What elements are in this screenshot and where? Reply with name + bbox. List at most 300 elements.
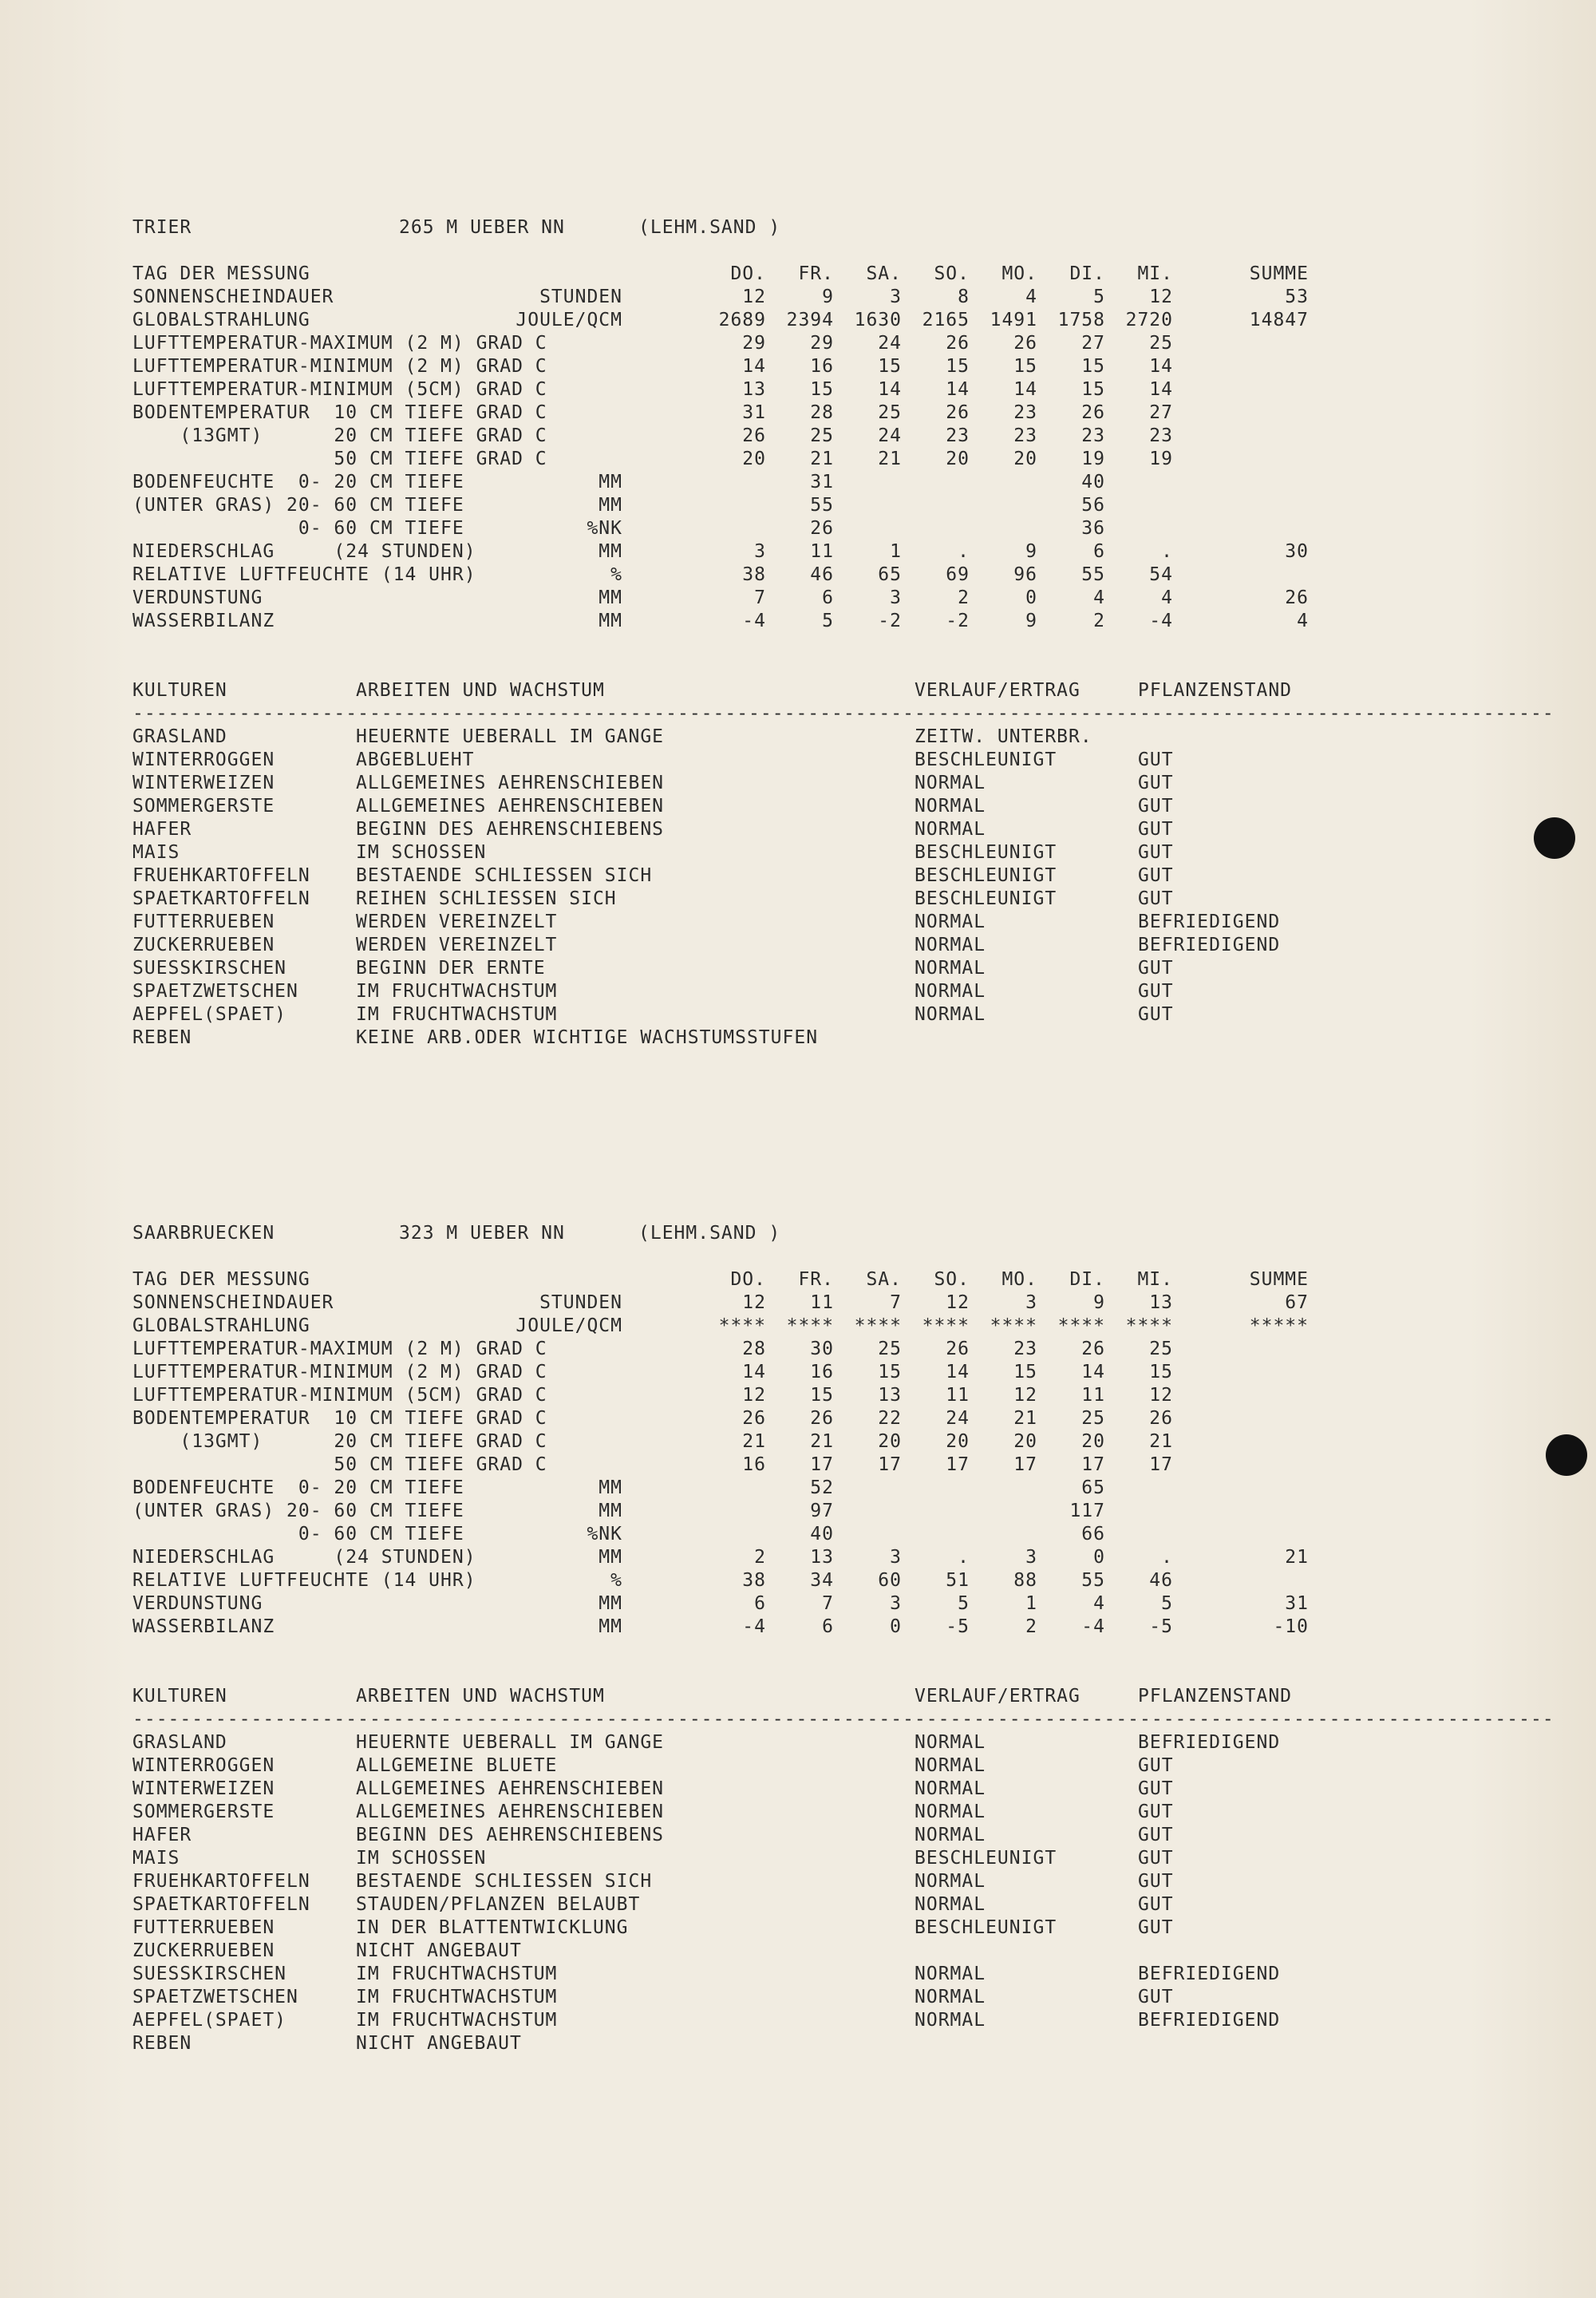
day-header: MO. — [1001, 1269, 1037, 1290]
measurement-value: 34 — [810, 1570, 834, 1591]
measurement-value: 1491 — [990, 310, 1037, 330]
crop-name: FUTTERRUEBEN — [132, 1917, 275, 1938]
day-header: MI. — [1137, 1269, 1173, 1290]
measurement-value: 12 — [742, 1385, 766, 1406]
measurement-value: 4 — [1093, 1593, 1105, 1614]
measurement-value: 55 — [810, 495, 834, 516]
measurement-value: 19 — [1149, 449, 1173, 469]
measurement-value: 26 — [810, 1408, 834, 1429]
crop-activity: WERDEN VEREINZELT — [356, 912, 558, 932]
measurement-value: 25 — [878, 402, 902, 423]
crop-activity: ALLGEMEINES AEHRENSCHIEBEN — [356, 1778, 665, 1799]
crop-condition: GUT — [1138, 796, 1174, 817]
crop-condition: GUT — [1138, 842, 1174, 863]
measurement-value: . — [958, 541, 970, 562]
measurement-value: 14 — [742, 356, 766, 377]
measurement-value: 15 — [810, 1385, 834, 1406]
measurement-value: 29 — [742, 333, 766, 354]
measurement-unit: MM — [598, 495, 622, 516]
measurement-value: 3 — [890, 287, 902, 307]
measurement-value: 1 — [890, 541, 902, 562]
measurement-value: 12 — [742, 1292, 766, 1313]
measurement-label: LUFTTEMPERATUR-MAXIMUM (2 M) GRAD C — [132, 1339, 547, 1359]
measurement-value: . — [1161, 1547, 1173, 1568]
crop-progress: NORMAL — [915, 1778, 986, 1799]
measurement-unit: JOULE/QCM — [516, 1315, 622, 1336]
measurement-value: 21 — [878, 449, 902, 469]
measurement-value: 26 — [742, 1408, 766, 1429]
measurement-value: 13 — [1149, 1292, 1173, 1313]
crop-name: SPAETKARTOFFELN — [132, 1894, 310, 1915]
measurement-value: 31 — [810, 472, 834, 492]
measurement-value: 24 — [878, 333, 902, 354]
measurement-value: 7 — [890, 1292, 902, 1313]
measurement-value: 7 — [754, 587, 766, 608]
measurement-unit: STUNDEN — [539, 1292, 622, 1313]
crops-header-divider: ------------------------------------------------------------------------------------------------------------------------ — [132, 1709, 1555, 1730]
measurement-value: 2689 — [718, 310, 766, 330]
measurement-value: 16 — [742, 1454, 766, 1475]
day-header: SO. — [934, 1269, 970, 1290]
crop-progress: BESCHLEUNIGT — [915, 888, 1057, 909]
crop-name: SPAETKARTOFFELN — [132, 888, 310, 909]
measurement-value: 12 — [742, 287, 766, 307]
measurement-value: 31 — [742, 402, 766, 423]
crop-condition: GUT — [1138, 1917, 1174, 1938]
crop-activity: HEUERNTE UEBERALL IM GANGE — [356, 1732, 665, 1753]
crop-condition: GUT — [1138, 1004, 1174, 1025]
measurement-value: 3 — [754, 541, 766, 562]
measurement-value: 9 — [822, 287, 834, 307]
measurement-value: 15 — [946, 356, 970, 377]
measurement-value: 17 — [810, 1454, 834, 1475]
crop-name: HAFER — [132, 819, 192, 840]
measurement-value: 27 — [1081, 333, 1105, 354]
measurement-value: 29 — [810, 333, 834, 354]
measurement-label: LUFTTEMPERATUR-MAXIMUM (2 M) GRAD C — [132, 333, 547, 354]
measurement-value: 25 — [878, 1339, 902, 1359]
crop-activity: IM FRUCHTWACHSTUM — [356, 1964, 558, 1984]
crop-name: MAIS — [132, 842, 180, 863]
measurement-value: 15 — [878, 356, 902, 377]
day-header: DO. — [730, 263, 766, 284]
crop-activity: ALLGEMEINE BLUETE — [356, 1755, 558, 1776]
crop-name: SPAETZWETSCHEN — [132, 981, 298, 1002]
measurement-value: **** — [718, 1315, 766, 1336]
tag-der-messung-label: TAG DER MESSUNG — [132, 263, 310, 284]
crop-progress: NORMAL — [915, 1894, 986, 1915]
measurement-value: 17 — [946, 1454, 970, 1475]
measurement-value: 20 — [1081, 1431, 1105, 1452]
measurement-value: 56 — [1081, 495, 1105, 516]
crop-progress: NORMAL — [915, 796, 986, 817]
measurement-value: 96 — [1013, 564, 1037, 585]
measurement-value: 12 — [1149, 287, 1173, 307]
crop-progress: NORMAL — [915, 1987, 986, 2007]
measurement-label: LUFTTEMPERATUR-MINIMUM (5CM) GRAD C — [132, 379, 547, 400]
measurement-value: 26 — [946, 1339, 970, 1359]
day-header: MO. — [1001, 263, 1037, 284]
measurement-value: 38 — [742, 564, 766, 585]
measurement-value: 26 — [1013, 333, 1037, 354]
measurement-value: 69 — [946, 564, 970, 585]
measurement-value: 23 — [1081, 425, 1105, 446]
measurement-value: 2394 — [786, 310, 834, 330]
crop-activity: BESTAENDE SCHLIESSEN SICH — [356, 865, 653, 886]
crop-name: WINTERROGGEN — [132, 1755, 275, 1776]
station-name: TRIER — [132, 217, 192, 238]
measurement-value: 14 — [1149, 379, 1173, 400]
measurement-unit: JOULE/QCM — [516, 310, 622, 330]
measurement-value: -2 — [946, 611, 970, 631]
measurement-value: 66 — [1081, 1524, 1105, 1545]
measurement-label: 50 CM TIEFE GRAD C — [132, 449, 547, 469]
measurement-unit: %NK — [587, 518, 622, 539]
measurement-unit: MM — [598, 1616, 622, 1637]
measurement-value: -2 — [878, 611, 902, 631]
crop-condition: GUT — [1138, 773, 1174, 793]
measurement-value: 1 — [1025, 1593, 1037, 1614]
measurement-value: 15 — [1081, 356, 1105, 377]
crop-condition: BEFRIEDIGEND — [1138, 912, 1281, 932]
measurement-value: 21 — [1013, 1408, 1037, 1429]
summe-header: SUMME — [1249, 263, 1309, 284]
crops-header-kulturen: KULTUREN — [132, 680, 227, 701]
measurement-value: 26 — [1081, 402, 1105, 423]
crop-progress: NORMAL — [915, 2010, 986, 2031]
crop-progress: BESCHLEUNIGT — [915, 1917, 1057, 1938]
measurement-value: 65 — [878, 564, 902, 585]
measurement-label: LUFTTEMPERATUR-MINIMUM (5CM) GRAD C — [132, 1385, 547, 1406]
measurement-value: 14 — [1149, 356, 1173, 377]
crop-progress: NORMAL — [915, 1732, 986, 1753]
measurement-value: 11 — [810, 1292, 834, 1313]
measurement-unit: MM — [598, 1593, 622, 1614]
crop-activity: HEUERNTE UEBERALL IM GANGE — [356, 726, 665, 747]
crop-name: REBEN — [132, 2033, 192, 2054]
station-saarbruecken — [128, 1221, 1555, 2075]
measurement-value: 97 — [810, 1501, 834, 1521]
measurement-value: 28 — [810, 402, 834, 423]
crop-condition: BEFRIEDIGEND — [1138, 935, 1281, 955]
crop-activity: IM FRUCHTWACHSTUM — [356, 981, 558, 1002]
crop-name: AEPFEL(SPAET) — [132, 1004, 287, 1025]
measurement-value: 27 — [1149, 402, 1173, 423]
measurement-value: 15 — [1013, 356, 1037, 377]
crop-name: MAIS — [132, 1848, 180, 1869]
crop-progress: NORMAL — [915, 958, 986, 979]
measurement-value: **** — [854, 1315, 902, 1336]
measurement-value: 11 — [810, 541, 834, 562]
crop-activity: BEGINN DER ERNTE — [356, 958, 546, 979]
measurement-value: 1758 — [1057, 310, 1105, 330]
measurement-value: 117 — [1069, 1501, 1105, 1521]
measurement-value: 2 — [958, 587, 970, 608]
crop-condition: GUT — [1138, 819, 1174, 840]
measurement-value: 26 — [1081, 1339, 1105, 1359]
measurement-value: 6 — [754, 1593, 766, 1614]
measurement-value: **** — [786, 1315, 834, 1336]
measurement-value: 21 — [810, 449, 834, 469]
measurement-value: 14 — [742, 1362, 766, 1382]
crop-activity: NICHT ANGEBAUT — [356, 1940, 522, 1961]
measurement-value: 21 — [810, 1431, 834, 1452]
measurement-value: 20 — [946, 449, 970, 469]
measurement-unit: % — [610, 1570, 622, 1591]
crop-activity: WERDEN VEREINZELT — [356, 935, 558, 955]
measurement-value: -5 — [946, 1616, 970, 1637]
measurement-unit: STUNDEN — [539, 287, 622, 307]
measurement-value: 15 — [1081, 379, 1105, 400]
measurement-unit: MM — [598, 541, 622, 562]
measurement-value: 15 — [1149, 1362, 1173, 1382]
crop-name: FRUEHKARTOFFELN — [132, 865, 310, 886]
measurement-value: 17 — [878, 1454, 902, 1475]
measurement-value: 15 — [878, 1362, 902, 1382]
station-elevation: 323 M UEBER NN — [399, 1223, 565, 1244]
crop-progress: NORMAL — [915, 981, 986, 1002]
measurement-value: **** — [990, 1315, 1037, 1336]
measurement-value: 30 — [810, 1339, 834, 1359]
measurement-value: 20 — [1013, 449, 1037, 469]
measurement-sum: 26 — [1285, 587, 1309, 608]
measurement-value: 9 — [1025, 541, 1037, 562]
measurement-value: 23 — [946, 425, 970, 446]
measurement-value: 4 — [1161, 587, 1173, 608]
measurement-sum: 14847 — [1249, 310, 1309, 330]
measurement-value: 16 — [810, 1362, 834, 1382]
day-header: MI. — [1137, 263, 1173, 284]
measurement-label: NIEDERSCHLAG (24 STUNDEN) — [132, 541, 476, 562]
crops-header-divider: ------------------------------------------------------------------------------------------------------------------------ — [132, 703, 1555, 724]
measurement-label: SONNENSCHEINDAUER — [132, 1292, 334, 1313]
measurement-value: 0 — [1025, 587, 1037, 608]
measurement-value: 24 — [878, 425, 902, 446]
measurement-value: 52 — [810, 1477, 834, 1498]
measurement-sum: 53 — [1285, 287, 1309, 307]
measurement-label: WASSERBILANZ — [132, 1616, 275, 1637]
measurement-value: 60 — [878, 1570, 902, 1591]
crops-header-verlauf: VERLAUF/ERTRAG — [915, 680, 1080, 701]
day-header: DO. — [730, 1269, 766, 1290]
measurement-label: (UNTER GRAS) 20- 60 CM TIEFE — [132, 495, 464, 516]
measurement-value: 2 — [754, 1547, 766, 1568]
measurement-value: 9 — [1025, 611, 1037, 631]
crop-activity: BEGINN DES AEHRENSCHIEBENS — [356, 1825, 665, 1845]
punch-hole-upper — [1534, 817, 1575, 859]
measurement-value: 3 — [890, 1547, 902, 1568]
measurement-value: 2 — [1025, 1616, 1037, 1637]
crop-name: AEPFEL(SPAET) — [132, 2010, 287, 2031]
day-header: DI. — [1069, 263, 1105, 284]
measurement-value: 3 — [1025, 1292, 1037, 1313]
crops-header-stand: PFLANZENSTAND — [1138, 680, 1293, 701]
measurement-sum: 31 — [1285, 1593, 1309, 1614]
crops-header-stand: PFLANZENSTAND — [1138, 1686, 1293, 1707]
crop-condition: BEFRIEDIGEND — [1138, 1964, 1281, 1984]
measurement-value: 20 — [946, 1431, 970, 1452]
crop-condition: GUT — [1138, 1825, 1174, 1845]
crop-progress: NORMAL — [915, 1802, 986, 1822]
measurement-unit: MM — [598, 587, 622, 608]
crop-name: SUESSKIRSCHEN — [132, 958, 287, 979]
measurement-value: 7 — [822, 1593, 834, 1614]
measurement-label: VERDUNSTUNG — [132, 1593, 263, 1614]
measurement-value: **** — [922, 1315, 970, 1336]
day-header: DI. — [1069, 1269, 1105, 1290]
measurement-value: 17 — [1149, 1454, 1173, 1475]
measurement-label: LUFTTEMPERATUR-MINIMUM (2 M) GRAD C — [132, 356, 547, 377]
measurement-value: 19 — [1081, 449, 1105, 469]
measurement-value: 36 — [1081, 518, 1105, 539]
crop-progress: NORMAL — [915, 935, 986, 955]
crop-name: ZUCKERRUEBEN — [132, 935, 275, 955]
crop-progress: NORMAL — [915, 819, 986, 840]
measurement-unit: MM — [598, 1477, 622, 1498]
measurement-value: **** — [1125, 1315, 1173, 1336]
crop-name: SPAETZWETSCHEN — [132, 1987, 298, 2007]
measurement-value: 20 — [878, 1431, 902, 1452]
crop-condition: GUT — [1138, 1894, 1174, 1915]
crop-condition: GUT — [1138, 1778, 1174, 1799]
crop-name: HAFER — [132, 1825, 192, 1845]
measurement-value: 2720 — [1125, 310, 1173, 330]
crop-condition: GUT — [1138, 888, 1174, 909]
measurement-value: 46 — [1149, 1570, 1173, 1591]
measurement-label: WASSERBILANZ — [132, 611, 275, 631]
measurement-value: 1630 — [854, 310, 902, 330]
measurement-value: 55 — [1081, 564, 1105, 585]
measurement-value: 26 — [946, 333, 970, 354]
measurement-unit: % — [610, 564, 622, 585]
crop-activity: STAUDEN/PFLANZEN BELAUBT — [356, 1894, 641, 1915]
crop-name: SOMMERGERSTE — [132, 796, 275, 817]
measurement-label: (UNTER GRAS) 20- 60 CM TIEFE — [132, 1501, 464, 1521]
measurement-value: 88 — [1013, 1570, 1037, 1591]
day-header: SA. — [866, 263, 902, 284]
measurement-unit: MM — [598, 1501, 622, 1521]
measurement-value: 5 — [1161, 1593, 1173, 1614]
measurement-sum: 21 — [1285, 1547, 1309, 1568]
crop-activity: BESTAENDE SCHLIESSEN SICH — [356, 1871, 653, 1892]
measurement-value: 22 — [878, 1408, 902, 1429]
day-header: SO. — [934, 263, 970, 284]
crop-name: FUTTERRUEBEN — [132, 912, 275, 932]
crop-progress: BESCHLEUNIGT — [915, 842, 1057, 863]
measurement-value: 16 — [810, 356, 834, 377]
measurement-label: RELATIVE LUFTFEUCHTE (14 UHR) — [132, 1570, 476, 1591]
measurement-value: 3 — [890, 587, 902, 608]
measurement-value: 21 — [742, 1431, 766, 1452]
measurement-label: RELATIVE LUFTFEUCHTE (14 UHR) — [132, 564, 476, 585]
measurement-value: 6 — [822, 1616, 834, 1637]
crop-condition: GUT — [1138, 1871, 1174, 1892]
crop-activity: IN DER BLATTENTWICKLUNG — [356, 1917, 629, 1938]
crop-progress: BESCHLEUNIGT — [915, 865, 1057, 886]
crop-name: SUESSKIRSCHEN — [132, 1964, 287, 1984]
measurement-sum: ***** — [1249, 1315, 1309, 1336]
station-elevation: 265 M UEBER NN — [399, 217, 565, 238]
measurement-label: BODENTEMPERATUR 10 CM TIEFE GRAD C — [132, 1408, 547, 1429]
crop-name: REBEN — [132, 1027, 192, 1048]
measurement-value: 28 — [742, 1339, 766, 1359]
measurement-unit: MM — [598, 472, 622, 492]
measurement-value: 25 — [1149, 1339, 1173, 1359]
crop-name: WINTERROGGEN — [132, 750, 275, 770]
measurement-value: 14 — [878, 379, 902, 400]
measurement-value: 12 — [946, 1292, 970, 1313]
crop-condition: GUT — [1138, 1848, 1174, 1869]
measurement-value: 6 — [1093, 541, 1105, 562]
crop-progress: NORMAL — [915, 773, 986, 793]
measurement-value: 13 — [878, 1385, 902, 1406]
measurement-label: BODENFEUCHTE 0- 20 CM TIEFE — [132, 472, 464, 492]
measurement-value: 40 — [810, 1524, 834, 1545]
measurement-value: 40 — [1081, 472, 1105, 492]
crop-activity: KEINE ARB.ODER WICHTIGE WACHSTUMSSTUFEN — [356, 1027, 819, 1048]
measurement-value: -5 — [1149, 1616, 1173, 1637]
day-header: SA. — [866, 1269, 902, 1290]
crop-activity: IM FRUCHTWACHSTUM — [356, 2010, 558, 2031]
measurement-value: 20 — [1013, 1431, 1037, 1452]
crop-activity: IM SCHOSSEN — [356, 842, 487, 863]
crop-condition: GUT — [1138, 981, 1174, 1002]
measurement-value: 13 — [810, 1547, 834, 1568]
measurement-value: 14 — [946, 379, 970, 400]
crop-activity: BEGINN DES AEHRENSCHIEBENS — [356, 819, 665, 840]
measurement-value: 8 — [958, 287, 970, 307]
crop-name: SOMMERGERSTE — [132, 1802, 275, 1822]
crop-activity: ALLGEMEINES AEHRENSCHIEBEN — [356, 773, 665, 793]
measurement-value: 51 — [946, 1570, 970, 1591]
crop-activity: IM SCHOSSEN — [356, 1848, 487, 1869]
measurement-value: 24 — [946, 1408, 970, 1429]
day-header: FR. — [798, 263, 834, 284]
crops-header-kulturen: KULTUREN — [132, 1686, 227, 1707]
measurement-value: 4 — [1025, 287, 1037, 307]
measurement-value: 2 — [1093, 611, 1105, 631]
measurement-value: 17 — [1081, 1454, 1105, 1475]
crop-activity: NICHT ANGEBAUT — [356, 2033, 522, 2054]
crop-activity: ABGEBLUEHT — [356, 750, 475, 770]
station-soil: (LEHM.SAND ) — [638, 1223, 781, 1244]
measurement-unit: MM — [598, 1547, 622, 1568]
measurement-value: 15 — [1013, 1362, 1037, 1382]
crop-condition: BEFRIEDIGEND — [1138, 2010, 1281, 2031]
crop-activity: ALLGEMEINES AEHRENSCHIEBEN — [356, 796, 665, 817]
crop-condition: GUT — [1138, 1802, 1174, 1822]
measurement-value: 25 — [1081, 1408, 1105, 1429]
measurement-value: 25 — [1149, 333, 1173, 354]
crop-name: GRASLAND — [132, 1732, 227, 1753]
crop-activity: REIHEN SCHLIESSEN SICH — [356, 888, 617, 909]
measurement-value: 54 — [1149, 564, 1173, 585]
crop-activity: IM FRUCHTWACHSTUM — [356, 1987, 558, 2007]
measurement-value: 6 — [822, 587, 834, 608]
crops-header-arbeiten: ARBEITEN UND WACHSTUM — [356, 1686, 605, 1707]
measurement-value: 14 — [946, 1362, 970, 1382]
crop-progress: NORMAL — [915, 1825, 986, 1845]
measurement-value: 15 — [810, 379, 834, 400]
measurement-value: -4 — [1081, 1616, 1105, 1637]
measurement-value: 25 — [810, 425, 834, 446]
measurement-value: 23 — [1013, 425, 1037, 446]
station-trier — [128, 216, 1555, 1070]
measurement-value: -4 — [742, 611, 766, 631]
measurement-label: 0- 60 CM TIEFE — [132, 518, 464, 539]
crop-condition: GUT — [1138, 750, 1174, 770]
measurement-value: 23 — [1149, 425, 1173, 446]
